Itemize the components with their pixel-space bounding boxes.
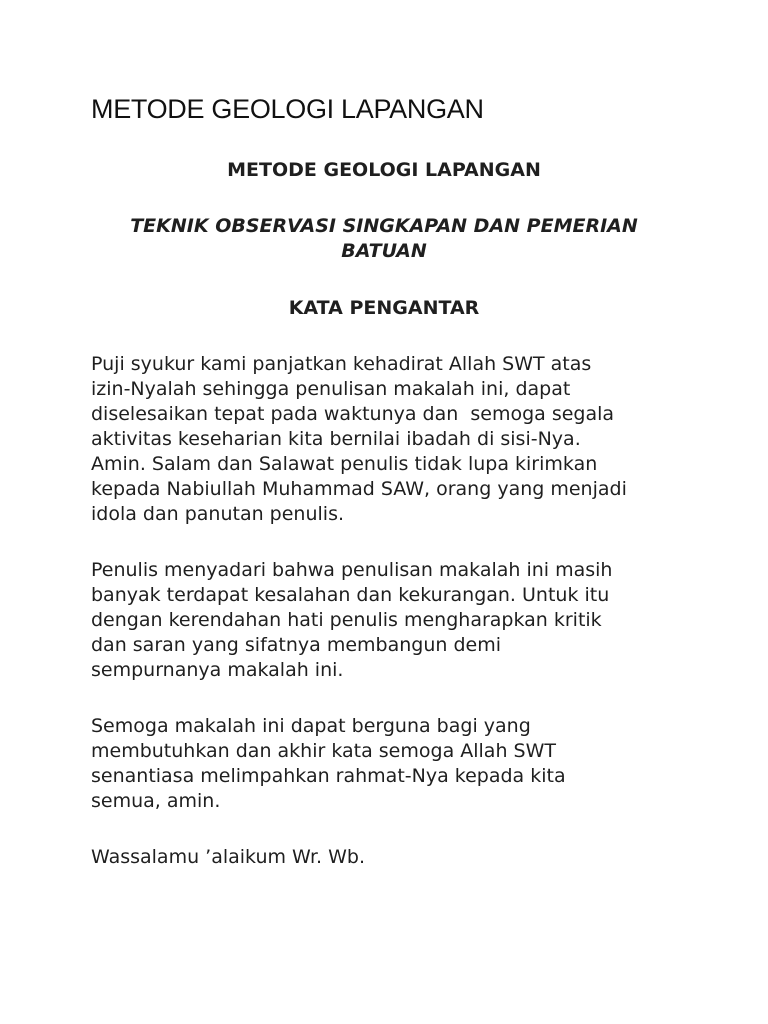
paragraph-line: senantiasa melimpahkan rahmat-Nya kepada kita	[91, 765, 566, 787]
paragraph-line: izin-Nyalah sehingga penulisan makalah ini, dapat	[91, 378, 571, 400]
paragraph-2	[91, 558, 691, 683]
paragraph-line: semua, amin.	[91, 790, 221, 812]
paragraph-line: Amin. Salam dan Salawat penulis tidak lupa kirimkan	[91, 453, 598, 475]
paragraph-line: banyak terdapat kesalahan dan kekurangan. Untuk itu	[91, 584, 610, 606]
paragraph-line: dengan kerendahan hati penulis mengharapkan kritik	[91, 609, 602, 631]
paragraph-line: aktivitas keseharian kita bernilai ibadah di sisi-Nya.	[91, 428, 581, 450]
document-subtitle: METODE GEOLOGI LAPANGAN	[227, 159, 541, 181]
paragraph-line: Puji syukur kami panjatkan kehadirat Allah SWT atas	[91, 353, 592, 375]
document-title: METODE GEOLOGI LAPANGAN	[91, 94, 484, 124]
section-heading: KATA PENGANTAR	[288, 297, 480, 319]
paragraph-line: Semoga makalah ini dapat berguna bagi yang	[91, 715, 531, 737]
closing-greeting: Wassalamu ’alaikum Wr. Wb.	[91, 846, 366, 868]
topic-heading: TEKNIK OBSERVASI SINGKAPAN DAN PEMERIAN BATUAN	[130, 215, 638, 262]
paragraph-line: Penulis menyadari bahwa penulisan makalah ini masih	[91, 559, 613, 581]
paragraph-line: kepada Nabiullah Muhammad SAW, orang yang menjadi	[91, 478, 627, 500]
paragraph-line: idola dan panutan penulis.	[91, 503, 345, 525]
paragraph-line: membutuhkan dan akhir kata semoga Allah SWT	[91, 740, 556, 762]
paragraph-line: diselesaikan tepat pada waktunya dan semoga segala	[91, 403, 615, 425]
paragraph-1	[91, 352, 691, 527]
paragraph-line: dan saran yang sifatnya membangun demi	[91, 634, 501, 656]
paragraph-line: sempurnanya makalah ini.	[91, 659, 344, 681]
paragraph-3	[91, 714, 691, 814]
